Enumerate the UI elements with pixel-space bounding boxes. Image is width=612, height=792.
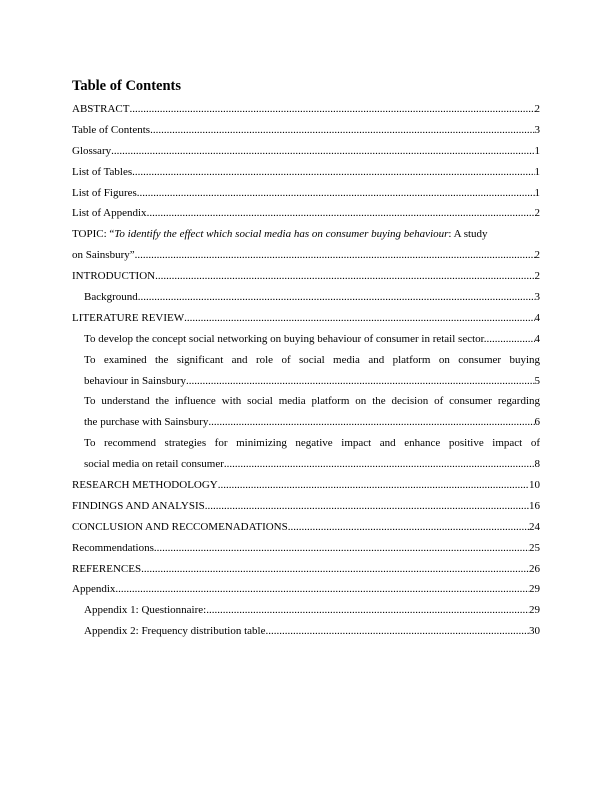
toc-entry-label: List of Tables xyxy=(72,165,133,178)
toc-entry-appendix[interactable] xyxy=(72,579,540,600)
toc-page-number: 4 xyxy=(534,311,540,324)
toc-page-number: 3 xyxy=(534,291,540,304)
toc-entry-label: List of Appendix xyxy=(72,207,147,220)
toc-page-number: 5 xyxy=(534,374,540,387)
toc-entry-research-methodology[interactable] xyxy=(72,475,540,496)
toc-title: Table of Contents xyxy=(72,78,182,94)
toc-leader xyxy=(288,517,529,538)
toc-entry-label: INTRODUCTION xyxy=(72,270,156,283)
toc-page-number: 10 xyxy=(529,479,540,492)
toc-leader xyxy=(137,183,535,204)
toc-leader xyxy=(135,245,535,266)
toc-entry-label: social media on retail consumer xyxy=(84,458,224,471)
toc-entry-objective-3-line1[interactable] xyxy=(72,391,540,412)
toc-leader xyxy=(206,600,529,621)
toc-leader xyxy=(147,203,535,224)
toc-entry-label: Appendix 2: Frequency distribution table xyxy=(84,625,266,638)
toc-entry-appendix-2[interactable] xyxy=(72,621,540,642)
toc-entry-list-of-appendix[interactable] xyxy=(72,203,540,224)
toc-page-number: 3 xyxy=(534,123,540,136)
toc-entry-list-of-figures[interactable] xyxy=(72,183,540,204)
toc-page-number: 6 xyxy=(534,416,540,429)
toc-entry-glossary[interactable] xyxy=(72,141,540,162)
toc-page-number: 1 xyxy=(534,186,540,199)
toc-entry-label: Recommendations xyxy=(72,541,154,554)
toc-leader xyxy=(224,454,535,475)
toc-leader xyxy=(111,141,534,162)
toc-entry-label: on Sainsbury” xyxy=(72,249,135,262)
toc-entry-objective-1[interactable] xyxy=(72,329,540,350)
toc-leader xyxy=(129,99,534,120)
toc-page-number: 1 xyxy=(534,165,540,178)
toc-entry-objective-2-line1[interactable] xyxy=(72,350,540,371)
toc-page-number: 26 xyxy=(529,562,540,575)
toc-page-number: 8 xyxy=(534,458,540,471)
toc-leader xyxy=(489,329,534,350)
toc-entry-label: REFERENCES xyxy=(72,562,142,575)
toc-page-number: 30 xyxy=(529,625,540,638)
toc-page-number: 25 xyxy=(529,541,540,554)
toc-entry-label: Appendix 1: Questionnaire: xyxy=(84,604,207,617)
toc-page-number: 29 xyxy=(529,604,540,617)
toc-entry-objective-4-line2[interactable] xyxy=(72,454,540,475)
toc-entry-label: Appendix xyxy=(72,583,116,596)
topic-title: To identify the effect which social media has on consumer buying behaviour xyxy=(114,228,449,241)
topic-suffix: : A study xyxy=(448,228,488,241)
toc-entry-findings-and-analysis[interactable] xyxy=(72,496,540,517)
toc-leader xyxy=(132,162,534,183)
toc-page-number: 24 xyxy=(529,520,540,533)
toc-leader xyxy=(265,621,529,642)
toc-leader xyxy=(150,120,534,141)
toc-page-number: 2 xyxy=(534,249,540,262)
toc-entry-list-of-tables[interactable] xyxy=(72,162,540,183)
toc-entry-label: Background xyxy=(84,291,138,304)
toc-leader xyxy=(205,496,529,517)
toc-entry-label: the purchase with Sainsbury xyxy=(84,416,209,429)
toc-entry-objective-3-line2[interactable] xyxy=(72,412,540,433)
toc-page-number: 2 xyxy=(534,207,540,220)
toc-leader xyxy=(138,287,535,308)
toc-entry-label: To develop the concept social networking on buying behaviour of consumer in retail sector.. xyxy=(84,332,490,345)
toc-entry-objective-4-line1[interactable] xyxy=(72,433,540,454)
toc-entry-references[interactable] xyxy=(72,559,540,580)
toc-entry-label: To examined the significant and role of social media and platform on consumer buying xyxy=(84,353,540,366)
toc-leader xyxy=(208,412,534,433)
toc-leader xyxy=(141,559,529,580)
topic-prefix: TOPIC: “ xyxy=(72,228,115,241)
toc-entry-introduction[interactable] xyxy=(72,266,540,287)
toc-entry-appendix-1[interactable] xyxy=(72,600,540,621)
toc-page-number: 1 xyxy=(534,144,540,157)
toc-entry-label: List of Figures xyxy=(72,186,137,199)
toc-entry-label: behaviour in Sainsbury xyxy=(84,374,187,387)
toc-leader xyxy=(184,308,534,329)
toc-page-number: 29 xyxy=(529,583,540,596)
toc-entry-label: ABSTRACT xyxy=(72,103,130,115)
toc-entry-label: RESEARCH METHODOLOGY xyxy=(72,479,218,492)
toc-leader xyxy=(154,538,529,559)
toc-entry-objective-2-line2[interactable] xyxy=(72,371,540,392)
toc-entry-label: To recommend strategies for minimizing negative impact and enhance positive impact of xyxy=(84,437,540,450)
toc-entry-conclusion[interactable] xyxy=(72,517,540,538)
toc-entry-label: Table of Contents xyxy=(72,123,151,136)
toc-list xyxy=(72,99,540,642)
toc-entry-label xyxy=(72,224,488,245)
toc-page-number: 2 xyxy=(534,103,540,115)
toc-leader xyxy=(115,579,529,600)
toc-entry-topic-line2[interactable] xyxy=(72,245,540,266)
toc-entry-label: To understand the influence with social media platform on the decision of consumer regarding xyxy=(84,395,540,408)
toc-entry-label: LITERATURE REVIEW xyxy=(72,311,185,324)
toc-entry-literature-review[interactable] xyxy=(72,308,540,329)
toc-entry-abstract[interactable] xyxy=(72,99,540,120)
toc-leader xyxy=(186,371,534,392)
toc-entry-label: FINDINGS AND ANALYSIS xyxy=(72,499,205,512)
toc-entry-table-of-contents[interactable] xyxy=(72,120,540,141)
toc-page-number: 2 xyxy=(534,270,540,283)
toc-entry-topic-line1[interactable] xyxy=(72,224,540,245)
toc-entry-label: CONCLUSION AND RECCOMENADATIONS xyxy=(72,520,288,533)
toc-page-number: 4 xyxy=(534,332,540,345)
toc-page-number: 16 xyxy=(529,499,540,512)
toc-entry-background[interactable] xyxy=(72,287,540,308)
toc-entry-recommendations[interactable] xyxy=(72,538,540,559)
toc-entry-label: Glossary xyxy=(72,144,112,157)
toc-leader xyxy=(218,475,529,496)
toc-leader xyxy=(155,266,534,287)
